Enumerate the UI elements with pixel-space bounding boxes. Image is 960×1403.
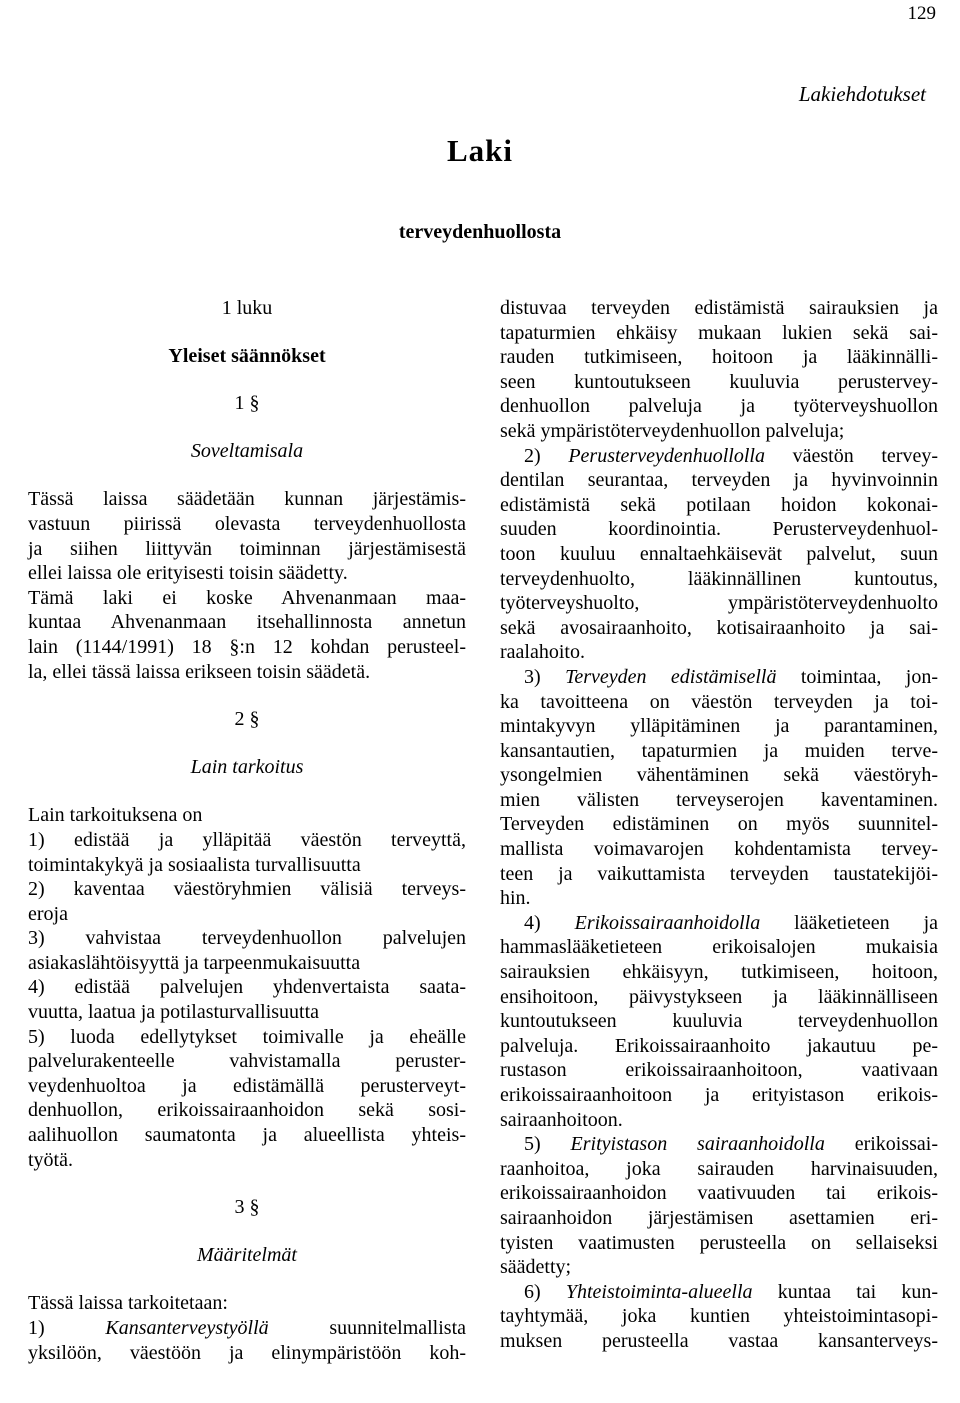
defined-term: Erityistason sairaanhoidolla	[570, 1133, 825, 1156]
text-line: työtä.	[28, 1148, 73, 1171]
text-line: ysongelmien vähentäminen sekä väestöryh-	[500, 764, 938, 787]
right-column	[500, 296, 938, 1354]
section-3-title: Määritelmät	[197, 1243, 297, 1266]
text-line: muksen perusteella vastaa kansanterveys-	[500, 1329, 938, 1352]
text-line: mallista voimavarojen kohdentamista tervey-	[500, 838, 938, 861]
text-line: Lain tarkoituksena on	[28, 804, 203, 827]
text-line: toon kuuluu ennaltaehkäisevät palvelut, suun	[500, 542, 938, 565]
text-line: erikoissairaanhoidon vaativuuden tai erikois-	[500, 1182, 938, 1205]
item-number: 5)	[524, 1133, 541, 1156]
text-line: tayhtymää, joka kuntien yhteistoimintasopi-	[500, 1305, 938, 1328]
text-line: mintakyvyn ylläpitäminen ja parantaminen,	[500, 715, 938, 738]
text-line: ka tavoitteena on väestön terveyden ja toi-	[500, 690, 938, 713]
chapter-title: Yleiset säännökset	[168, 344, 326, 367]
text-line: säädetty;	[500, 1256, 572, 1279]
text-line: 2) kaventaa väestöryhmien välisiä terveys-	[28, 878, 466, 901]
text-line: raalahoito.	[500, 641, 585, 664]
text-line: Tässä laissa tarkoitetaan:	[28, 1292, 228, 1315]
text-line: ensihoitoon, päivystykseen ja lääkinnälliseen	[500, 985, 938, 1008]
definition-line	[500, 665, 938, 690]
text-line: aalihuollon saumatonta ja alueellista yhteis-	[28, 1124, 466, 1147]
text-line: tyisten vaatimusten perusteella on sellaiseksi	[500, 1231, 938, 1254]
text-line: palvelurakenteelle vahvistamalla peruster-	[28, 1050, 466, 1073]
text-line: rauden tutkimiseen, hoitoon ja lääkinnälli-	[500, 346, 938, 369]
item-number: 2)	[524, 444, 541, 467]
text-line: hammaslääketieteen erikoisalojen mukaisia	[500, 936, 938, 959]
item-number: 3)	[524, 665, 541, 688]
text-line: denhuollon, erikoissairaanhoidon sekä sosi-	[28, 1099, 466, 1122]
text-line: sekä avosairaanhoito, kotisairaanhoito ja sai-	[500, 616, 938, 639]
definition-line	[28, 1316, 466, 1341]
text-line: Tässä laissa säädetään kunnan järjestämis-	[28, 488, 466, 511]
text-line: ellei laissa ole erityisesti toisin säädetty.	[28, 562, 348, 585]
item-text: suunnitelmallista	[329, 1317, 467, 1339]
page-number: 129	[907, 3, 936, 24]
defined-term: Perusterveydenhuollolla	[568, 444, 765, 467]
text-line: vuutta, laatua ja potilasturvallisuutta	[28, 1001, 320, 1024]
item-text: lääketieteen ja	[794, 911, 939, 934]
text-line: palveluja. Erikoissairaanhoito jakautuu pe-	[500, 1034, 938, 1057]
text-line: vastuun piirissä olevasta terveydenhuollosta	[28, 512, 466, 535]
item-number: 1)	[28, 1317, 45, 1339]
text-line: dentilan seurantaa, terveyden ja hyvinvoinnin	[500, 469, 938, 492]
definition-line	[500, 1132, 938, 1157]
definition-line	[500, 1280, 938, 1305]
defined-term: Terveyden edistämisellä	[565, 665, 777, 688]
text-line: suuden koordinointia. Perusterveydenhuol-	[500, 518, 938, 541]
item-number: 4)	[524, 911, 541, 934]
text-line: kuntaa Ahvenanmaan itsehallinnosta annetun	[28, 611, 466, 634]
defined-term: Kansanterveystyöllä	[105, 1317, 269, 1339]
text-line: veydenhuoltoa ja edistämällä perusterveyt-	[28, 1074, 466, 1097]
text-line: kansantautien, tapaturmien ja muiden terve-	[500, 739, 938, 762]
text-line: 3) vahvistaa terveydenhuollon palvelujen	[28, 927, 466, 950]
text-line: asiakaslähtöisyyttä ja tarpeenmukaisuutta	[28, 951, 361, 974]
section-2-text	[28, 803, 466, 1172]
text-line: mien välisten terveyserojen kaventaminen.	[500, 788, 938, 811]
text-line: erikoissairaanhoitoon ja erityistason erikois-	[500, 1084, 938, 1106]
text-line: 1) edistää ja ylläpitää väestön terveyttä,	[28, 828, 466, 851]
text-line: toimintakykyä ja sosiaalista turvallisuutta	[28, 853, 361, 876]
text-line: edistämistä sekä potilaan hoidon kokonai-	[500, 493, 938, 516]
text-line: teen ja vaikuttamista terveyden taustatekijöi-	[500, 862, 938, 885]
text-line: 5) luoda edellytykset toimivalle ja eheälle	[28, 1025, 466, 1048]
law-subtitle: terveydenhuollosta	[398, 221, 562, 243]
text-line: sairaanhoitoon.	[500, 1108, 623, 1131]
text-line: denhuollon palveluja ja työterveyshuollon	[500, 395, 938, 418]
text-line: la, ellei tässä laissa erikseen toisin säädetä.	[28, 660, 371, 683]
text-line: sairaanhoidon järjestämisen asettamien eri-	[500, 1206, 938, 1229]
text-line: sairauksien ehkäisyyn, tutkimiseen, hoitoon,	[500, 961, 938, 984]
section-label: Lakiehdotukset	[798, 82, 926, 106]
section-2-title: Lain tarkoitus	[190, 755, 304, 778]
item-text: erikoissai-	[854, 1133, 939, 1156]
text-line: 4) edistää palvelujen yhdenvertaista saata-	[28, 976, 466, 999]
text-line: tapaturmien ehkäisy mukaan lukien sekä sai-	[500, 321, 938, 344]
text-line: raanhoitoa, joka sairauden harvinaisuuden,	[500, 1157, 938, 1180]
left-column	[28, 296, 466, 1365]
text-line: terveydenhuolto, lääkinnällinen kuntoutus,	[500, 567, 938, 590]
section-3-number: 3 §	[234, 1196, 260, 1219]
item-text: väestön tervey-	[792, 444, 938, 467]
section-3-text	[28, 1291, 466, 1365]
text-line: yksilöön, väestöön ja elinympäristöön koh-	[28, 1341, 466, 1364]
definition-line	[500, 444, 938, 469]
text-line: kuntoutukseen kuuluvia terveydenhuollon	[500, 1010, 938, 1033]
item-text: toimintaa, jon-	[800, 665, 938, 688]
text-line: ja siihen liittyvän toiminnan järjestämisestä	[28, 537, 466, 560]
text-line: rustason erikoissairaanhoitoon, vaativaan	[500, 1059, 938, 1082]
section-1-number: 1 §	[234, 392, 260, 415]
section-1-text	[28, 487, 466, 684]
chapter-number: 1 luku	[221, 297, 273, 319]
text-line: seen kuntoutukseen kuuluvia perustervey-	[500, 370, 938, 393]
text-line: lain (1144/1991) 18 §:n 12 kohdan perusteel-	[28, 635, 466, 658]
section-2-number: 2 §	[234, 708, 260, 731]
defined-term: Yhteistoiminta-alueella	[565, 1280, 753, 1303]
text-line: distuvaa terveyden edistämistä sairauksien ja	[500, 297, 938, 319]
text-line: hin.	[500, 887, 531, 910]
definition-line	[500, 911, 938, 936]
defined-term: Erikoissairaanhoidolla	[574, 911, 761, 934]
text-line: työterveyshuolto, ympäristöterveydenhuolto	[500, 592, 938, 615]
text-line: Terveyden edistäminen on myös suunnitel-	[500, 813, 938, 836]
section-1-title: Soveltamisala	[190, 439, 304, 462]
item-text: kuntaa tai kun-	[777, 1280, 939, 1303]
text-line: eroja	[28, 902, 68, 925]
text-line: Tämä laki ei koske Ahvenanmaan maa-	[28, 586, 466, 609]
item-number: 6)	[524, 1280, 541, 1303]
law-title: Laki	[446, 133, 514, 168]
text-line: sekä ympäristöterveydenhuollon palveluja;	[500, 419, 845, 442]
